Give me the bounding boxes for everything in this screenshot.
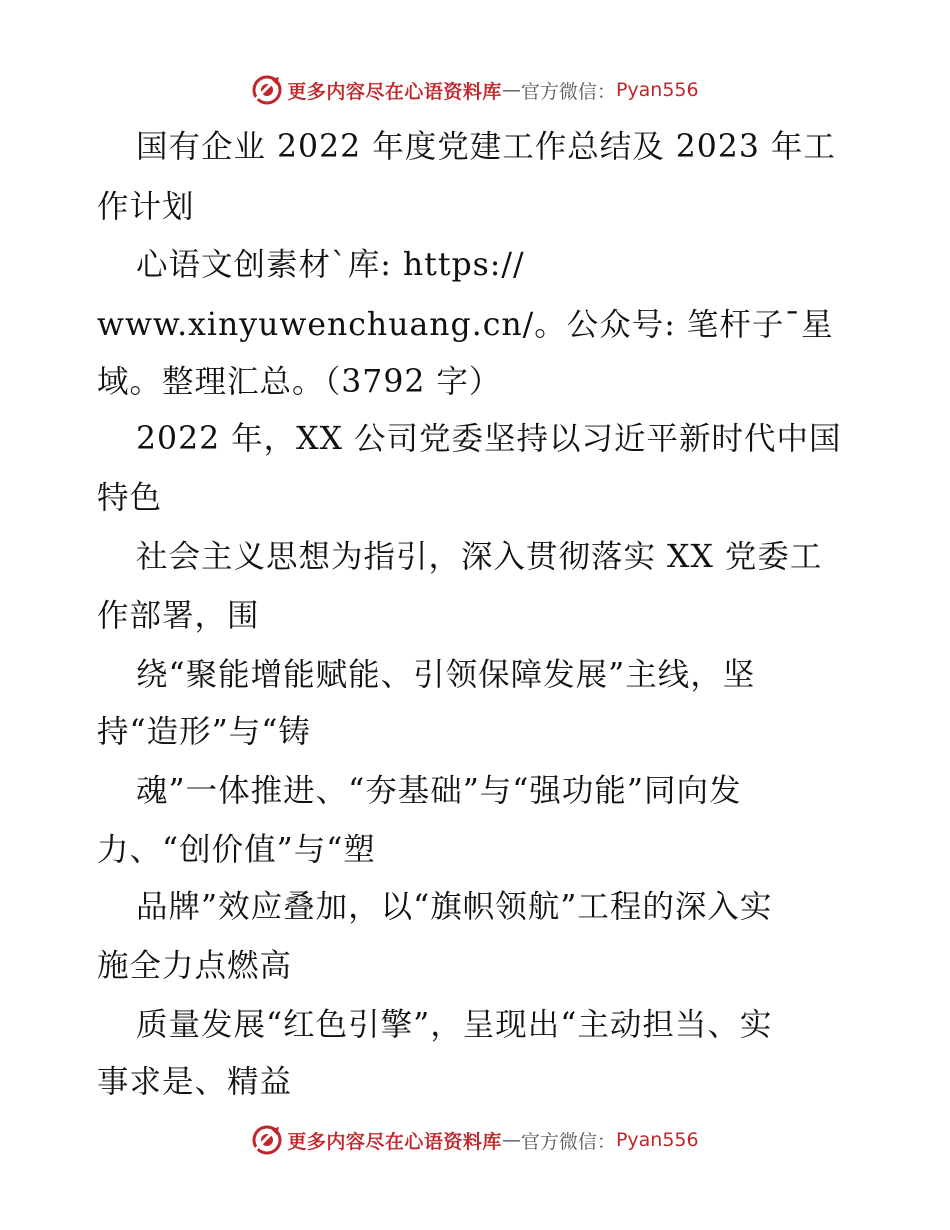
text-line: 事求是、精益 [97,1064,293,1100]
banner-main-text: 更多内容尽在心语资料库 [287,80,502,103]
text-line: 魂”一体推进、“夯基础”与“强功能”同向发 [136,773,742,809]
banner-wechat-id: Pyan556 [615,79,699,101]
text-line: 域。整理汇总。（3792 字） [97,364,502,400]
banner-main-text: 更多内容尽在心语资料库 [287,1130,502,1153]
footer-banner [0,1120,950,1160]
text-line: 社会主义思想为指引，深入贯彻落实 XX 党委工 [136,539,823,575]
text-line: 力、“创价值”与“塑 [97,832,376,868]
text-line: 特色 [97,480,163,516]
text-line: 品牌”效应叠加，以“旗帜领航”工程的深入实 [136,889,773,925]
logo-icon [251,1124,283,1156]
text-line: 质量发展“红色引擎”，呈现出“主动担当、实 [136,1007,773,1043]
text-line: 心语文创素材`库: https:// [136,247,525,283]
banner-wechat-id: Pyan556 [615,1129,699,1151]
banner-official-label: 官方微信： [520,1130,616,1153]
text-line: 持“造形”与“铸 [97,714,311,750]
banner-dash: — [501,1129,521,1151]
title-line-2: 作计划 [97,189,195,225]
banner-official-label: 官方微信： [520,80,616,103]
banner-dash: — [501,79,521,101]
text-line: www.xinyuwenchuang.cn/。公众号: 笔杆子¯星 [97,307,834,343]
text-line: 作部署，围 [97,598,260,634]
text-line: 绕“聚能增能赋能、引领保障发展”主线，坚 [136,657,756,693]
text-line: 2022 年，XX 公司党委坚持以习近平新时代中国 [136,421,842,457]
text-line: 施全力点燃高 [97,948,293,984]
title-line-1: 国有企业 2022 年度党建工作总结及 2023 年工 [136,129,836,165]
